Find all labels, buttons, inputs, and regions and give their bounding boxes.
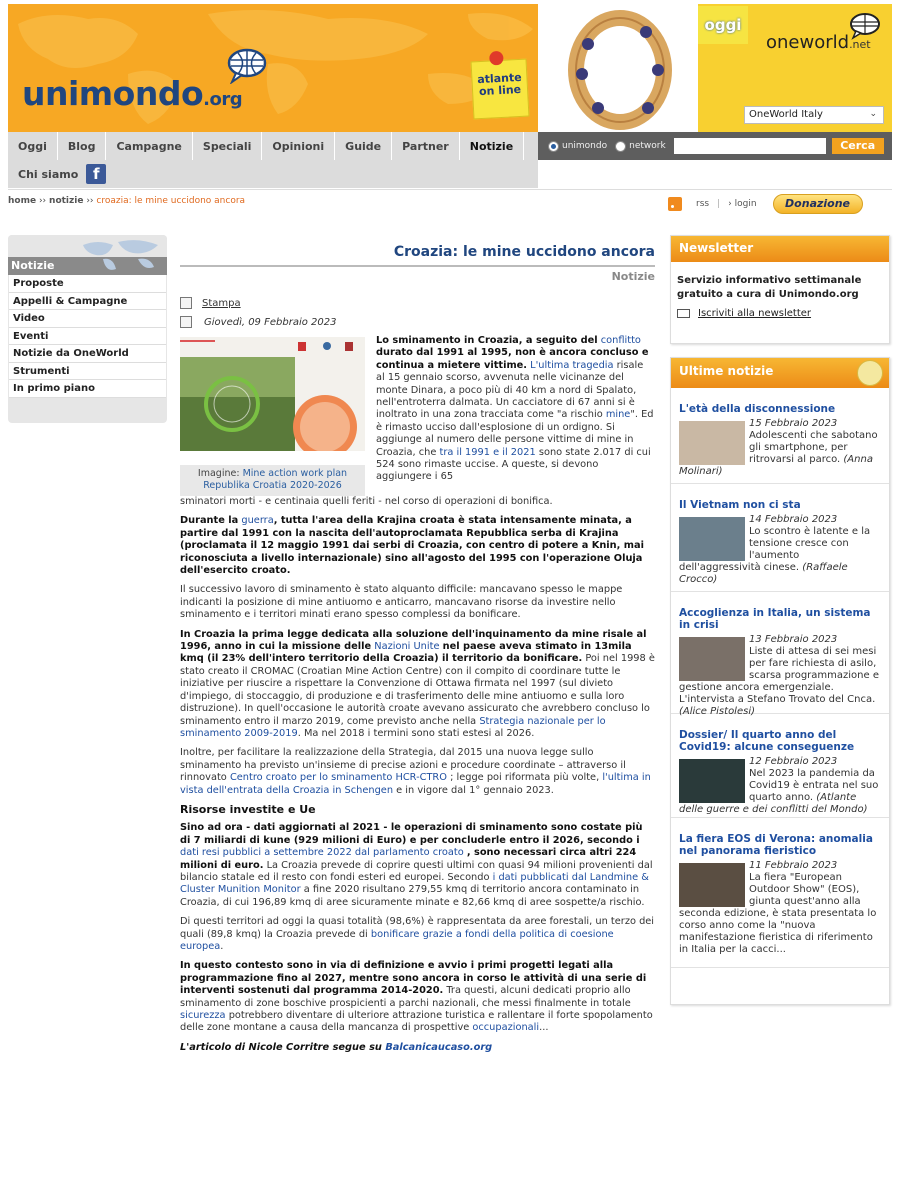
article-text: Durante la [180, 515, 239, 527]
link-landmine-monitor[interactable]: i dati pubblicati dal Landmine & Cluster Munition Monitor [180, 871, 649, 896]
search-button[interactable]: Cerca [832, 138, 884, 154]
tab-notizie[interactable]: Notizie [460, 132, 524, 160]
article-text: Inoltre, per facilitare la realizzazione della Strategia, dal 2015 una nuova legge sullo sminamento ha previsto un'insieme di precise azioni e procedure coordinate – attraverso il rinnovato [180, 747, 626, 784]
sidebar-menu [9, 275, 166, 398]
latest-news-box [670, 357, 890, 1005]
tab-speciali[interactable]: Speciali [193, 132, 263, 160]
article-body [180, 335, 655, 1061]
article-text: Il successivo lavoro di sminamento è stato alquanto difficile: mancavano spesso le mappe indicanti la posizione di mine antiuomo e anticarro, mancavano risorse da investire nello sminamento e i territori minati erano spesso complessi da bonificare. [180, 584, 623, 621]
breadcrumb-current: croazia: le mine uccidono ancora [96, 196, 246, 206]
tab-blog[interactable]: Blog [58, 132, 107, 160]
caption-prefix: Imagine: [197, 468, 240, 479]
latest-news-header [671, 358, 889, 388]
news-thumbnail[interactable] [679, 421, 745, 465]
link-mine[interactable]: mine [605, 409, 631, 421]
article-figure-caption [180, 465, 365, 496]
link-1991-2021[interactable]: tra il 1991 e il 2021 [439, 446, 536, 458]
news-item[interactable] [671, 714, 889, 818]
article-text: potrebbero diventare di ulteriore attrazione turistica e rallentare il forte spopolamento delle zone montane a causa della mancanza di prospettive [180, 1010, 653, 1034]
article-text: ... [539, 1022, 549, 1034]
print-row [180, 297, 241, 309]
link-occupazionali[interactable]: occupazionali [472, 1022, 540, 1034]
article-text: Tra questi, alcuni dedicati proprio allo sminamento di zone boschive prospicienti a parchi nazionali, che messi finalmente in totale [180, 985, 631, 1009]
link-coesione[interactable]: bonificare grazie a fondi della politica di coesione europea [180, 928, 614, 952]
link-sicurezza[interactable]: sicurezza [180, 1010, 226, 1022]
radio-unimondo[interactable] [548, 141, 559, 152]
tab-partner[interactable]: Partner [392, 132, 460, 160]
calendar-icon [180, 316, 192, 328]
article-text: Di questi territori ad oggi la quasi totalità (98,6%) è rappresentata da aree forestali, un terzo dei quali (89,8 kmq) la Croazia prevede di [180, 916, 655, 940]
speech-globe-icon [226, 48, 268, 84]
news-author: (Atlante delle guerre e dei conflitti del Mondo) [679, 792, 868, 815]
oneworld-box [698, 4, 892, 132]
sidebar-header [8, 235, 167, 275]
sidebar-item-primo-piano[interactable]: In primo piano [9, 380, 166, 398]
main-nav [8, 132, 538, 160]
article-text: In Croazia la prima legge dedicata alla soluzione dell'inquinamento da mine risale al 1996, anno in cui la missione delle [180, 628, 647, 653]
news-title[interactable]: La fiera EOS di Verona: anomalia nel panorama fieristico [679, 833, 873, 857]
latest-news-title: Ultime notizie [679, 364, 774, 378]
caption-link[interactable]: Mine action work plan Republika Croatia 2020-2026 [203, 468, 348, 491]
news-summary: Lo scontro è latente e la tensione cresce con l'aumento dell'aggressività cinese. [679, 526, 871, 573]
newsletter-box [670, 235, 890, 344]
advert-ring[interactable] [538, 4, 698, 132]
article-text: sono state 2.017 di cui 524 sono rimaste uccise. A queste, si devono aggiungere i 65 [376, 446, 651, 483]
news-title[interactable]: Accoglienza in Italia, un sistema in crisi [679, 607, 871, 631]
sidebar-item-appelli[interactable]: Appelli & Campagne [9, 293, 166, 311]
radio-label-unimondo: unimondo [562, 141, 608, 151]
article-date-row [180, 316, 336, 328]
news-item[interactable] [671, 484, 889, 592]
news-date: 11 Febbraio 2023 [749, 860, 838, 871]
news-thumbnail[interactable] [679, 637, 745, 681]
divider [180, 265, 655, 267]
news-author: (Anna Molinari) [679, 454, 873, 477]
world-map-icon [78, 237, 164, 275]
site-logo[interactable]: unimondo.org [22, 74, 243, 113]
left-sidebar [8, 235, 167, 423]
article-text: ; legge poi riformata più volte, [450, 772, 600, 784]
article-text: Sino ad ora - dati aggiornati al 2021 - le operazioni di sminamento sono costate più di 7 miliardi di kune (929 milioni di Euro) e per concluderle entro il 2026, secondo i [180, 822, 643, 846]
article-text: risale al 15 gennaio scorso, avvenuta nelle vicinanze del monte Dinara, a poco più di 40 km a nord di Spalato, nell'entroterra dalmata. Un cacciatore di 67 anni si è inoltrato in una zona tracciata come "a rischio [376, 359, 644, 421]
news-date: 14 Febbraio 2023 [749, 514, 838, 525]
news-date: 15 Febbraio 2023 [749, 418, 838, 429]
article-text: Lo sminamento in Croazia, a seguito del [376, 335, 598, 346]
pin-icon [489, 51, 504, 66]
sidebar-item-video[interactable]: Video [9, 310, 166, 328]
tab-opinioni[interactable]: Opinioni [262, 132, 335, 160]
article-text: , tutta l'area della Krajina croata è stata intensamente minata, a partire dal 1991 con la nascita dell'autoproclamata Repubblica serba di Krajina (proclamata il 12 maggio 1991 dai serbi di Croazia, con centro di potere a Knin, mai riconosciuta a livello internazionale) sino all'agosto del 1995 con l'operazione Oluja dell'esercito croato. [180, 515, 644, 577]
rss-icon[interactable] [668, 197, 682, 211]
article-subtitle: Risorse investite e Ue [180, 802, 316, 816]
article-figure-image [180, 337, 365, 462]
atlante-online-badge[interactable]: atlante on line [471, 59, 530, 120]
breadcrumb [8, 196, 245, 206]
oggi-tag[interactable]: oggi [698, 6, 748, 44]
link-schengen[interactable]: l'ultima in vista dell'entrata della Croazia in Schengen [180, 772, 651, 796]
article-text: Poi nel 1998 è stato creato il CROMAC (Croatian Mine Action Centre) con il compito di coordinare tutte le iniziative per riuscire a rispettare la Convenzione di Ottawa firmata nel 1997 (sul divieto d'impiego, di stoccaggio, di produzione e di trasferimento delle mine antiuomo e sulla loro distruzione). In quell'occasione le autorità croate avevano assicurato che avrebbero concluso lo sminamento entro il marzo 2019, come previsto anche nella [180, 653, 655, 727]
article-text: e in vigore dal 1° gennaio 2023. [396, 784, 554, 796]
news-title[interactable]: Dossier/ Il quarto anno del Covid19: alcune conseguenze [679, 729, 855, 753]
link-balcanicaucaso[interactable]: Balcanicaucaso.org [385, 1041, 493, 1053]
article-text: a fine 2020 risultano 279,55 kmq di territorio ancora contaminato in Croazia, di cui 196,89 kmq di aree sicuramente minate e 82,66 kmq di aree sospette/a rischio. [180, 884, 645, 908]
sidebar-item-strumenti[interactable]: Strumenti [9, 363, 166, 381]
link-conflitto[interactable]: conflitto [600, 335, 641, 346]
tab-chi-siamo[interactable]: Chi siamo [18, 167, 79, 181]
oneworld-logo[interactable]: oneworld.net [766, 32, 871, 53]
article-text: sminatori morti - e centinaia quelli feriti - nel corso di operazioni di bonifica. [180, 496, 553, 507]
article-text: In questo contesto sono in via di definizione e avvio i primi progetti legati alla programmazione fino al 2027, mentre sono ancora in corso le attività di una serie di interventi sostenuti dal programma 2014-2020. [180, 960, 647, 997]
article-text: ". Ed è rimasto ucciso dall'esplosione di un ordigno. Si aggiunge al numero delle persone vittime di mine in Croazia, che [376, 409, 654, 458]
tab-guide[interactable]: Guide [335, 132, 392, 160]
breadcrumb-home[interactable]: home [8, 196, 37, 206]
link-guerra[interactable]: guerra [241, 515, 274, 527]
article-date: Giovedì, 09 Febbraio 2023 [204, 317, 337, 328]
printer-icon [180, 297, 192, 309]
link-parlamento[interactable]: dati resi pubblici a settembre 2022 dal parlamento croato [180, 847, 464, 859]
sidebar-item-proposte[interactable]: Proposte [9, 275, 166, 293]
sidebar-item-oneworld[interactable]: Notizie da OneWorld [9, 345, 166, 363]
news-item[interactable] [671, 592, 889, 717]
article-text: , sono necessari circa altri 224 milioni di euro. [180, 847, 637, 871]
tab-oggi[interactable]: Oggi [8, 132, 58, 160]
breadcrumb-sep: ›› [38, 196, 47, 206]
news-date: 12 Febbraio 2023 [749, 756, 838, 767]
article-text: . Ma nel 2018 i termini sono stati estesi al 2026. [297, 727, 535, 739]
search-bar [538, 132, 892, 160]
news-author: (Raffaele Crocco) [679, 562, 848, 585]
chevron-down-icon: ⌄ [869, 109, 877, 119]
rss-link[interactable]: rss [696, 199, 710, 209]
news-summary: La fiera "European Outdoor Show" (EOS), giunta quest'anno alla seconda edizione, è stata presentata lo corso anno come la "nuova manifestazione fieristica di riferimento in Italia per la cacci... [679, 872, 877, 955]
article-section: Notizie [611, 270, 655, 283]
news-summary: Adolescenti che sabotano gli smartphone, per ritrovarsi al parco. [749, 430, 878, 465]
search-input[interactable] [674, 138, 826, 154]
link-ultima-tragedia[interactable]: L'ultima tragedia [530, 359, 614, 371]
oneworld-select[interactable]: OneWorld Italy ⌄ [744, 106, 884, 124]
mail-icon [677, 309, 690, 318]
donate-button[interactable]: Donazione [773, 194, 863, 214]
article-text: durato dal 1991 al 1995, non è ancora concluso e continua a mietere vittime. [376, 347, 649, 371]
mine-action-infographic [180, 337, 365, 462]
divider [8, 189, 892, 190]
news-summary: Liste di attesa di sei mesi per fare richiesta di asilo, scarsa programmazione e gestione ancora emergenziale. L'intervista a Stefano Trovato del Cnca. [679, 646, 879, 705]
utility-bar [668, 194, 892, 214]
news-item[interactable] [671, 388, 889, 484]
breadcrumb-sep: ›› [86, 196, 94, 206]
link-nazioni-unite[interactable]: Nazioni Unite [374, 641, 440, 653]
print-link[interactable]: Stampa [202, 298, 241, 309]
newsletter-link-row [671, 302, 889, 319]
radio-network[interactable] [615, 141, 626, 152]
link-strategia[interactable]: Strategia nazionale per lo sminamento 2009-2019 [180, 715, 606, 739]
article-text: . [220, 941, 224, 952]
radio-label-network: network [629, 141, 666, 151]
article-title: Croazia: le mine uccidono ancora [393, 244, 655, 260]
sidebar-item-eventi[interactable]: Eventi [9, 328, 166, 346]
newsletter-text: Servizio informativo settimanale gratuito a cura di Unimondo.org [677, 275, 862, 300]
news-title[interactable]: Il Vietnam non ci sta [679, 499, 801, 511]
newsletter-subscribe-link[interactable]: Iscriviti alla newsletter [698, 308, 812, 319]
login-label: login [734, 199, 757, 209]
article-text: nel paese aveva stimato in 13mila kmq (il 23% dell'intero territorio della Croazia) il territorio da bonificare. [180, 641, 632, 665]
news-author: (Alice Pistolesi) [679, 706, 756, 717]
bracelet-image [538, 4, 698, 132]
news-thumbnail[interactable] [679, 517, 745, 561]
article-text: La Croazia prevede di coprire questi ultimi con quasi 94 milioni provenienti dal bilancio statale ed il resto con fondi esteri ed europei. Secondo [180, 859, 653, 883]
news-list [671, 388, 889, 968]
article-signature: L'articolo di Nicole Corritre segue su [180, 1041, 382, 1053]
globe-check-icon [857, 360, 883, 386]
breadcrumb-notizie[interactable]: notizie [49, 196, 84, 206]
news-thumbnail[interactable] [679, 759, 745, 803]
newsletter-title: Newsletter [671, 236, 889, 262]
speech-globe-icon [848, 12, 882, 40]
news-thumbnail[interactable] [679, 863, 745, 907]
facebook-icon[interactable]: f [86, 164, 106, 184]
news-date: 13 Febbraio 2023 [749, 634, 838, 645]
divider: | [717, 199, 721, 209]
tab-campagne[interactable]: Campagne [106, 132, 192, 160]
secondary-nav [8, 160, 538, 188]
news-title[interactable]: L'età della disconnessione [679, 403, 836, 415]
header-banner [8, 4, 538, 132]
news-summary: Nel 2023 la pandemia da Covid19 è entrata nel suo quarto anno. [749, 768, 879, 803]
sidebar-title: Notizie [11, 259, 55, 272]
login-link[interactable]: › login [728, 199, 757, 209]
link-hcr-ctro[interactable]: Centro croato per lo sminamento HCR-CTRO [229, 772, 447, 784]
news-item[interactable] [671, 818, 889, 968]
